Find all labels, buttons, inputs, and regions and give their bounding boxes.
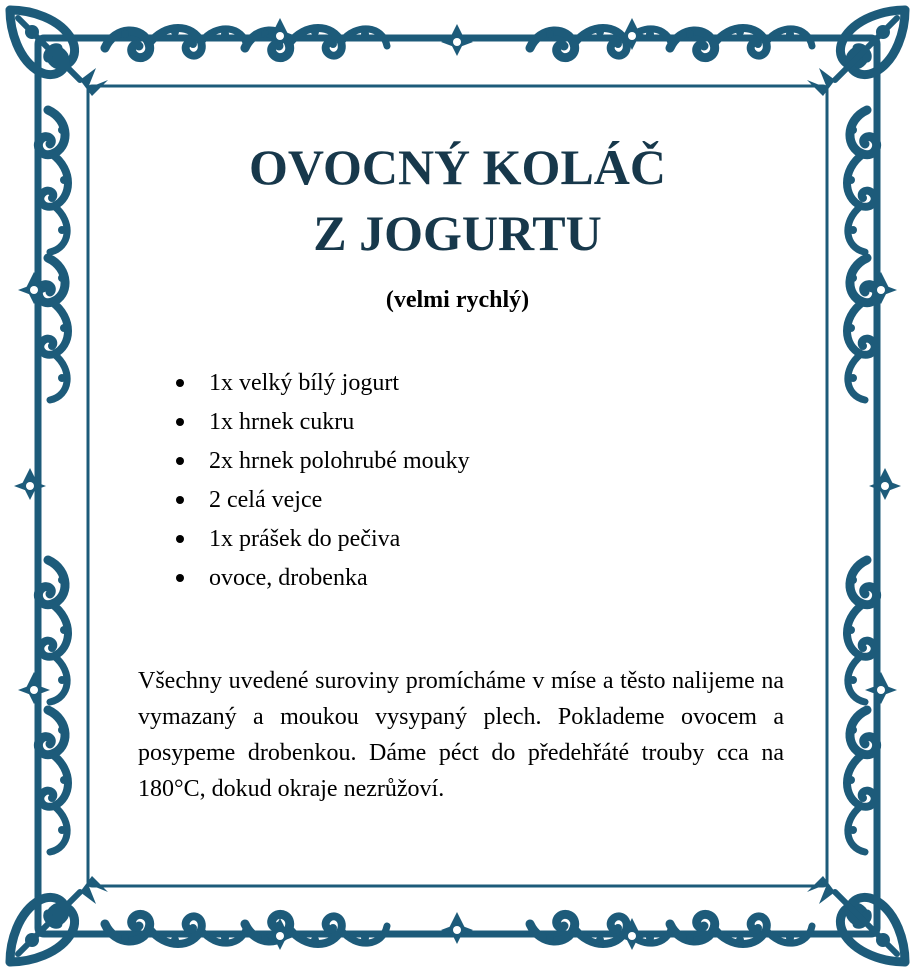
ingredient-item	[174, 442, 470, 481]
directions-paragraph: Všechny uvedené suroviny promícháme v míse a těsto nalijeme na vymazaný a moukou vysypaný plech. Poklademe ovocem a posypeme drobenkou. Dáme péct do předehřáté trouby cca na 180°C, dokud okraje nezrůžoví.	[138, 668, 784, 802]
bullet-icon	[176, 418, 184, 426]
ingredient-item	[174, 520, 470, 559]
ingredient-text: 1x hrnek cukru	[209, 409, 355, 435]
ingredient-text: 1x velký bílý jogurt	[209, 370, 399, 396]
ingredient-text: 2 celá vejce	[209, 487, 323, 513]
bullet-icon	[176, 457, 184, 465]
ingredient-text: 2x hrnek polohrubé mouky	[209, 448, 470, 474]
recipe-subtitle: (velmi rychlý)	[385, 287, 530, 313]
bullet-icon	[176, 496, 184, 504]
title-line-2: Z JOGURTU	[313, 205, 602, 261]
recipe-title	[0, 134, 915, 266]
bullet-icon	[176, 574, 184, 582]
ingredient-item	[174, 364, 470, 403]
ingredient-text: ovoce, drobenka	[209, 565, 368, 591]
ingredients-list	[174, 364, 470, 598]
ingredient-item	[174, 559, 470, 598]
ingredient-item	[174, 403, 470, 442]
ingredient-item	[174, 481, 470, 520]
ingredient-text: 1x prášek do pečiva	[209, 526, 401, 552]
bullet-icon	[176, 535, 184, 543]
bullet-icon	[176, 379, 184, 387]
title-line-1: OVOCNÝ KOLÁČ	[248, 139, 667, 195]
